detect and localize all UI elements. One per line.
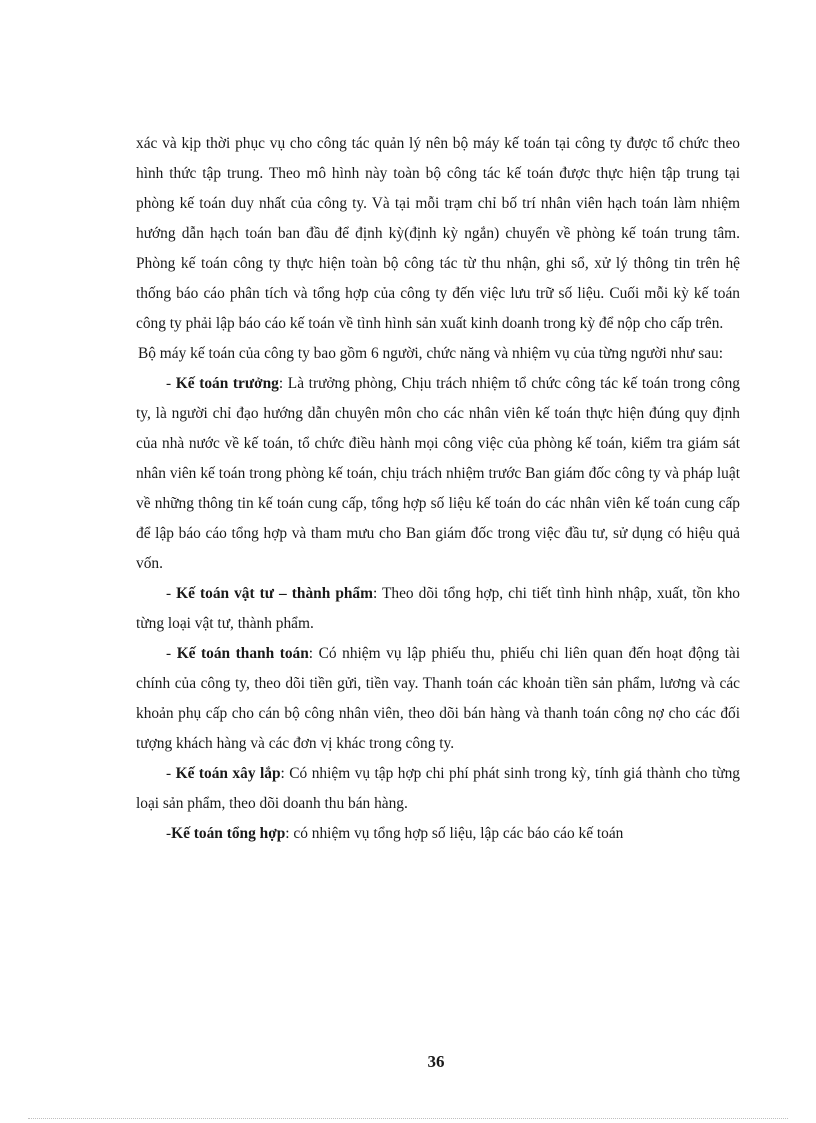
role-prefix: - — [166, 585, 177, 602]
role-general-accountant — [136, 819, 740, 849]
page-number: 36 — [427, 1052, 445, 1071]
role-description: : Có nhiệm vụ tập hợp chi phí phát sinh trong kỳ, tính giá thành cho từng loại sản phẩm, theo dõi doanh thu bán hàng. — [136, 765, 740, 812]
role-construction-accountant — [136, 759, 740, 819]
role-payment-accountant — [136, 639, 740, 759]
page-bottom-rule — [28, 1118, 788, 1119]
role-chief-accountant — [136, 369, 740, 579]
role-description: : Là trưởng phòng, Chịu trách nhiệm tổ chức công tác kế toán trong công ty, là người chỉ đạo hướng dẫn chuyên môn cho các nhân viên kế toán thực hiện đúng quy định của nhà nước về kế toán, tổ chức điều hành mọi công việc của phòng kế toán, kiểm tra giám sát nhân viên kế toán trong phòng kế toán, chịu trách nhiệm trước Ban giám đốc công ty và pháp luật về những thông tin kế toán cung cấp, tổng hợp số liệu kế toán do các nhân viên kế toán cung cấp để lập báo cáo tổng hợp và tham mưu cho Ban giám đốc trong việc đầu tư, sử dụng có hiệu quả vốn. — [136, 375, 740, 572]
role-prefix: - — [166, 645, 177, 662]
role-term: Kế toán vật tư – thành phẩm — [176, 585, 373, 602]
role-term: Kế toán trưởng — [175, 375, 279, 392]
role-prefix: - — [166, 825, 172, 842]
role-term: Kế toán tổng hợp — [171, 825, 286, 842]
role-prefix: - — [166, 765, 176, 782]
role-description: : Có nhiệm vụ lập phiếu thu, phiếu chi liên quan đến hoạt động tài chính của công ty, theo dõi tiền gửi, tiền vay. Thanh toán các khoản tiền sản phẩm, lương và các khoản phụ cấp cho cán bộ công nhân viên, theo dõi bán hàng và thanh toán công nợ cho các đối tượng khách hàng và các đơn vị khác trong công ty. — [136, 645, 740, 752]
role-prefix: - — [166, 375, 176, 392]
role-description: : có nhiệm vụ tổng hợp số liệu, lập các báo cáo kế toán — [285, 825, 624, 842]
paragraph-intro: xác và kịp thời phục vụ cho công tác quản lý nên bộ máy kế toán tại công ty được tổ chức theo hình thức tập trung. Theo mô hình này toàn bộ công tác kế toán được thực hiện tập trung tại phòng kế toán duy nhất của công ty. Và tại mỗi trạm chỉ bố trí nhân viên hạch toán làm nhiệm hướng dẫn hạch toán ban đầu để định kỳ(định kỳ ngắn) chuyển về phòng kế toán trung tâm. Phòng kế toán công ty thực hiện toàn bộ công tác từ thu nhận, ghi sổ, xử lý thông tin trên hệ thống báo cáo phân tích và tổng hợp của công ty đến việc lưu trữ số liệu. Cuối mỗi kỳ kế toán công ty phải lập báo cáo kế toán về tình hình sản xuất kinh doanh trong kỳ để nộp cho cấp trên. — [136, 135, 740, 332]
document-body — [136, 129, 740, 849]
role-description: : Theo dõi tổng hợp, chi tiết tình hình nhập, xuất, tồn kho từng loại vật tư, thành phẩm. — [136, 585, 741, 632]
role-materials-accountant — [136, 579, 740, 639]
role-term: Kế toán xây lắp — [175, 765, 281, 782]
paragraph-staff-summary: Bộ máy kế toán của công ty bao gồm 6 người, chức năng và nhiệm vụ của từng người như sau: — [138, 345, 723, 362]
role-term: Kế toán thanh toán — [176, 645, 309, 662]
